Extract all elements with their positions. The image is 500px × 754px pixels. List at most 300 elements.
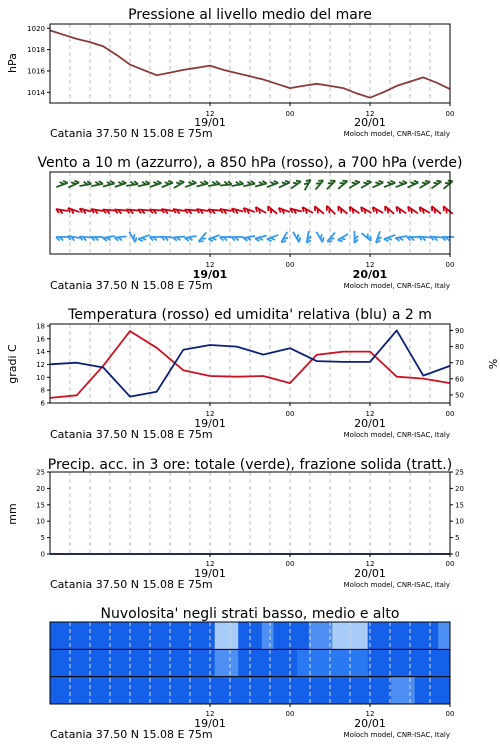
cloud-cell [203,622,215,649]
wind-850-barb [115,209,127,213]
date-label: 20/01 [354,116,386,129]
cloud-cell [168,622,180,649]
pressure-panel [6,7,454,140]
wind-700-barb [279,181,290,188]
cloud-cell [121,677,133,704]
cloud-cell [274,677,286,704]
barb-flag [341,238,346,239]
x-tick-label: 00 [286,710,295,718]
barb-flag [168,181,173,183]
cloud-cell [368,622,380,649]
barb-flag [153,182,157,184]
barb-flag [142,182,146,185]
credit-label: Moloch model, CNR-ISAC, Italy [344,431,450,439]
pressure-x-ticks [194,103,454,129]
y-tick-label: 25 [36,469,45,477]
x-tick-label: 00 [446,110,455,118]
cloud-cell [309,677,321,704]
barb-shaft [327,232,335,241]
cloud-cell [274,622,286,649]
cloud-cell [403,677,415,704]
wind-700-barb [56,181,67,187]
cloud-cell [297,622,309,649]
barb-flag [71,182,76,184]
cloud-cell [132,622,144,649]
barb-shaft [232,184,244,186]
wind-850-barb [315,206,324,214]
wind-700-barb [232,181,244,186]
barb-flag [274,181,279,183]
wind-850-barb [408,207,418,214]
cloud-cell [250,677,262,704]
x-tick-label: 00 [286,110,295,118]
barb-shaft [243,236,255,238]
cloud-cell [297,677,309,704]
pressure-frame [50,24,450,103]
wind-10m-barb [327,232,335,241]
barb-flag [63,181,68,183]
wind-700-barb [267,181,278,187]
barb-flag [433,183,438,184]
temp-y-ticks [36,322,50,407]
cloud-cell [403,649,415,676]
wind-700-barb [291,181,301,189]
cloud-cell [85,649,97,676]
cloud-cell [438,622,450,649]
wind-10m-barb [338,234,348,241]
cloud-footer [50,728,450,741]
wind-850-barb [338,206,347,214]
cloud-cell [391,649,403,676]
cloud-cell [391,677,403,704]
cloud-cell [297,649,309,676]
wind-700-barb [150,181,161,187]
cloud-cell [97,677,109,704]
cloud-cell [97,622,109,649]
cloud-cell [250,622,262,649]
cloud-cell [62,649,74,676]
wind-700-barb [126,181,138,186]
temp-title: Temperatura (rosso) ed umidita' relativa (blu) a 2 m [67,307,432,323]
date-label: 20/01 [354,717,386,730]
barb-shaft [327,181,335,189]
cloud-title: Nuvolosita' negli strati basso, medio e alto [101,606,400,622]
wind-850-barb [80,208,92,213]
wind-850-barb [396,207,406,214]
barb-flag [84,182,88,185]
cloud-cell [426,622,438,649]
cloud-cell [415,649,427,676]
cloud-cell [132,649,144,676]
barb-flag [281,241,286,242]
precip-y-ticks [36,469,50,559]
wind-10m-barb [307,231,312,243]
cloud-cell [262,622,274,649]
barb-flag [283,238,288,239]
barb-shaft [115,236,127,237]
credit-label: Moloch model, CNR-ISAC, Italy [344,581,450,589]
wind-10m-barb [442,237,454,241]
wind-850-barb [126,209,138,213]
precip-title: Precip. acc. in 3 ore: totale (verde), frazione solida (tratt.) [48,457,452,473]
station-label: Catania 37.50 N 15.08 E 75m [50,428,213,441]
wind-850-barb [138,209,150,213]
barb-shaft [316,180,324,189]
wind-700-barb [103,181,115,187]
wind-850-barb [150,209,162,213]
credit-label: Moloch model, CNR-ISAC, Italy [344,282,450,290]
barb-flag [422,183,427,184]
cloud-cell [226,677,238,704]
barb-flag [361,207,362,212]
barb-flag [420,207,421,212]
barb-shaft [199,232,207,241]
station-label: Catania 37.50 N 15.08 E 75m [50,279,213,292]
barb-flag [367,181,372,182]
barb-shaft [91,184,103,186]
wind-850-barb [290,208,302,213]
wind-850-barb [244,208,255,214]
wind-850-barb [103,209,115,213]
barb-flag [410,182,415,184]
cloud-cell [156,649,168,676]
barb-flag [176,183,181,184]
barb-shaft [327,206,335,214]
wind-10m-barb [243,236,255,241]
pressure-title: Pressione al livello medio del mare [128,7,372,23]
barb-shaft [126,184,138,186]
barb-flag [208,239,213,241]
y-tick-label: 16 [36,335,45,343]
barb-flag [135,237,136,242]
pressure-footer [50,127,450,140]
pressure-ylabel: hPa [6,53,19,73]
barb-shaft [338,206,347,214]
x-tick-label: 00 [286,261,295,269]
wind-700-barb [349,181,359,188]
barb-flag [363,183,368,184]
barb-flag [157,181,161,183]
wind-x-ticks [193,254,455,281]
x-tick-label: 12 [366,560,375,568]
barb-flag [282,182,287,184]
barb-flag [296,181,301,182]
cloud-cell [332,649,344,676]
wind-10m-barb [68,236,80,241]
y-tick-label: 0 [41,551,45,559]
credit-label: Moloch model, CNR-ISAC, Italy [344,731,450,739]
y-tick-label: 70 [455,359,464,367]
wind-700-barb [197,181,209,187]
x-tick-label: 12 [206,710,215,718]
precip-frame [50,472,450,554]
y-tick-label: 5 [41,534,45,542]
y-tick-label: 1018 [27,46,45,54]
x-tick-label: 12 [206,410,215,418]
cloud-cell [132,677,144,704]
wind-850-barb [420,207,430,214]
barb-flag [303,207,304,212]
cloud-cell [156,677,168,704]
rh-ylabel: % [486,359,499,369]
wind-850-barb [161,209,173,214]
wind-10m-barb [281,232,288,242]
cloud-cell [426,677,438,704]
wind-700-barb [327,181,335,189]
cloud-cell [321,622,333,649]
wind-850-barb [350,207,360,214]
x-tick-label: 12 [366,710,375,718]
barb-flag [373,207,374,212]
cloud-cell [74,677,86,704]
wind-850-barb [303,207,313,214]
cloud-cell [203,677,215,704]
wind-700-barb [174,181,184,188]
wind-10m-barb [173,236,185,240]
cloud-cell [274,649,286,676]
barb-flag [188,182,193,184]
rh-y-ticks [450,327,464,399]
barb-flag [60,182,65,184]
cloud-cell [332,677,344,704]
barb-shaft [103,236,115,238]
cloud-cell [426,649,438,676]
cloud-cell [215,622,227,649]
wind-850-barb [232,208,244,213]
cloud-cell [238,677,250,704]
barb-flag [259,238,263,241]
wind-10m-barb [362,233,371,241]
wind-700-barb [91,181,103,186]
wind-850-barb [173,209,185,214]
cloud-cell [74,649,86,676]
wind-10m-barb [419,236,431,240]
date-label: 19/01 [194,567,226,580]
barb-flag [387,182,392,184]
cloud-cell [438,649,450,676]
x-tick-label: 00 [286,560,295,568]
barb-flag [423,209,424,214]
y-tick-label: 90 [455,327,464,335]
barb-shaft [432,206,441,214]
cloud-cell [109,622,121,649]
wind-700-barb [316,180,324,189]
barb-flag [188,237,192,240]
wind-10m-barb [138,235,149,241]
barb-flag [270,182,275,184]
x-tick-label: 12 [206,110,215,118]
barb-shaft [173,236,185,237]
wind-850-barb [256,207,266,214]
wind-10m-barb [255,235,267,241]
barb-flag [379,181,384,183]
wind-850-barb [185,209,197,213]
wind-10m-barb [199,232,207,241]
y-tick-label: 5 [455,534,459,542]
barb-flag [255,239,259,242]
y-tick-label: 12 [36,361,45,369]
barb-flag [352,183,357,184]
barb-flag [138,239,143,241]
barb-flag [192,181,197,183]
cloud-cell [368,649,380,676]
cloud-cell [62,622,74,649]
wind-10m-barb [316,232,323,242]
wind-700-barb [255,181,267,187]
wind-10m-barb [293,232,300,242]
barb-flag [142,238,147,240]
wind-850-barb [91,209,103,214]
date-label: 19/01 [194,417,226,430]
cloud-cell [191,622,203,649]
wind-10m-barb [430,236,442,240]
wind-700-barb [408,181,419,188]
date-label: 20/01 [354,567,386,580]
y-tick-label: 15 [455,501,464,509]
cloud-cell [250,649,262,676]
y-tick-label: 18 [36,322,45,330]
wind-700-barb [396,181,407,187]
wind-850-barb [68,208,79,214]
pressure-gridlines [70,24,430,103]
barb-flag [267,239,272,241]
barb-flag [200,182,204,185]
cloud-cell [438,677,450,704]
wind-850-barb [56,209,68,214]
date-label: 19/01 [193,268,228,281]
barb-flag [216,181,220,184]
barb-flag [297,234,298,239]
barb-shaft [185,236,197,238]
y-tick-label: 20 [455,485,464,493]
y-tick-label: 25 [455,469,464,477]
temp-panel [6,307,499,441]
wind-850-barb [279,208,290,214]
barb-flag [285,181,290,183]
barb-flag [411,209,412,214]
cloud-cell [203,649,215,676]
x-tick-label: 00 [446,560,455,568]
cloud-cell [226,649,238,676]
cloud-cell [226,622,238,649]
cloud-cell [391,622,403,649]
wind-10m-barb [395,236,407,241]
barb-flag [414,181,419,183]
barb-shaft [138,184,150,186]
barb-flag [236,182,240,185]
cloud-cell [50,649,62,676]
barb-flag [306,180,311,181]
barb-flag [355,181,360,182]
barb-flag [262,181,266,184]
cloud-cell [321,649,333,676]
cloud-cell [309,649,321,676]
barb-flag [321,234,322,239]
barb-flag [408,207,409,212]
cloud-cell [62,677,74,704]
wind-10m-barb [267,235,278,241]
wind-10m-barb [185,236,197,241]
cloud-cell [215,677,227,704]
cloud-cell [121,622,133,649]
barb-flag [103,238,107,241]
cloud-cell [121,649,133,676]
cloud-cell [262,677,274,704]
cloud-cell [191,677,203,704]
y-tick-label: 10 [455,518,464,526]
barb-flag [322,237,323,242]
barb-flag [251,181,255,184]
y-tick-label: 1020 [27,25,45,33]
cloud-cell [403,622,415,649]
barb-flag [376,209,377,214]
wind-850-barb [432,206,441,214]
cloud-cell [74,622,86,649]
y-tick-label: 0 [455,551,459,559]
wind-700-barb [243,181,255,186]
cloud-cell [356,622,368,649]
x-tick-label: 12 [206,261,215,269]
cloud-cell [356,677,368,704]
wind-10m-barb [407,237,419,241]
y-tick-label: 8 [41,387,45,395]
barb-flag [247,182,251,185]
barb-flag [396,207,397,212]
barb-flag [391,181,396,183]
wind-10m-barb [115,236,127,240]
barb-flag [118,182,122,184]
wind-850-barb [208,209,220,213]
barb-flag [110,181,114,184]
wind-10m-barb [355,231,359,243]
pressure-y-ticks [27,25,50,97]
wind-850-barb [268,206,277,214]
precip-gridlines [70,472,430,554]
cloud-cell [156,622,168,649]
cloud-cell [85,677,97,704]
barb-flag [270,238,275,240]
x-tick-label: 12 [366,410,375,418]
cloud-cell [309,622,321,649]
barb-shaft [268,206,277,214]
barb-flag [179,181,184,182]
wind-barbs [56,180,454,243]
wind-10m-barb [376,231,382,242]
wind-10m-barb [150,237,162,241]
temp-x-ticks [194,403,454,430]
date-label: 19/01 [194,116,226,129]
cloud-cell [50,677,62,704]
cloud-cell [321,677,333,704]
barb-shaft [220,184,232,185]
cloud-cell [415,677,427,704]
station-label: Catania 37.50 N 15.08 E 75m [50,578,213,591]
cloud-cell [368,677,380,704]
barb-shaft [444,181,453,189]
y-tick-label: 1014 [27,89,45,97]
barb-flag [122,181,126,183]
cloud-cell [285,677,297,704]
barb-flag [306,209,307,214]
x-tick-label: 00 [286,410,295,418]
wind-10m-barb [161,236,173,240]
barb-shaft [362,233,371,241]
cloud-x-ticks [194,704,454,730]
wind-footer [50,279,450,292]
date-label: 20/01 [353,268,388,281]
barb-flag [204,181,208,184]
y-tick-label: 15 [36,501,45,509]
